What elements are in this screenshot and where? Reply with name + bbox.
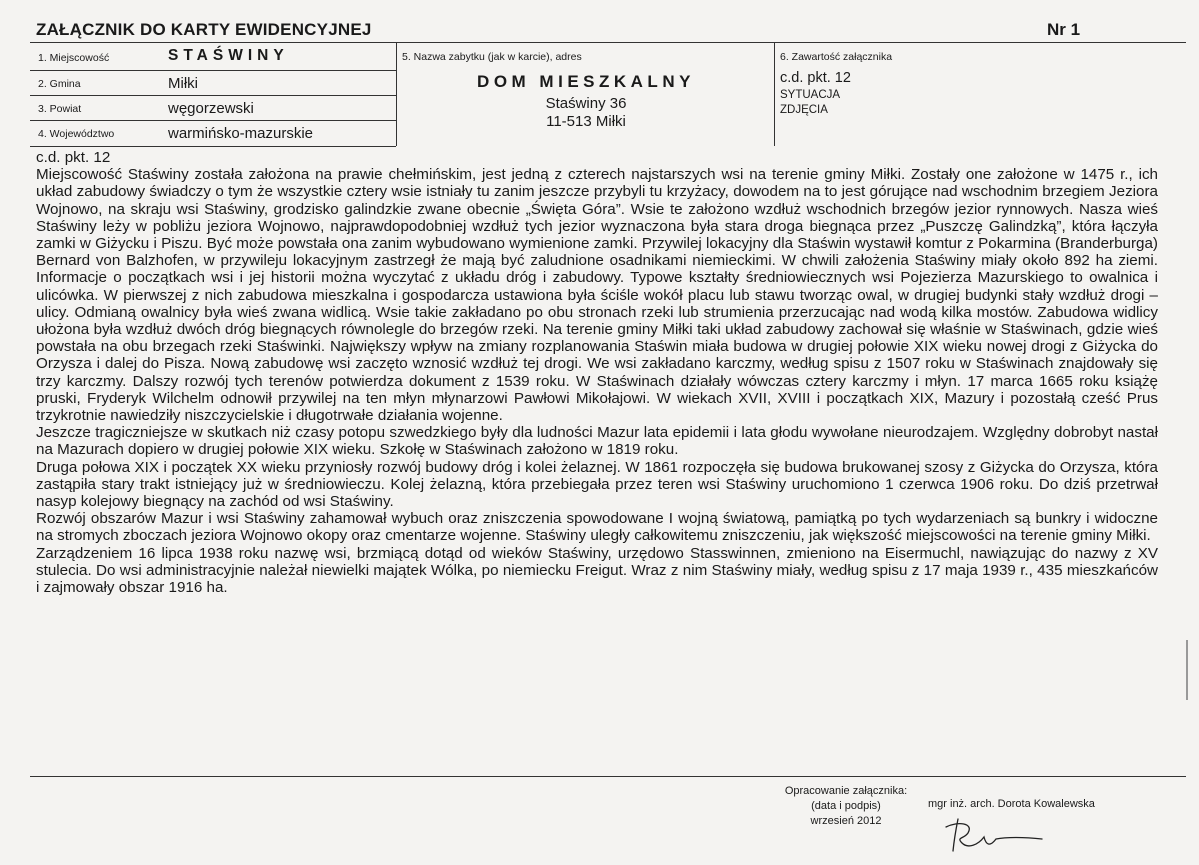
voivodeship-value: warmińsko-mazurskie <box>168 125 314 142</box>
fields-bottom-rule <box>30 146 396 147</box>
description-paragraph: Zarządzeniem 16 lipca 1938 roku nazwę wsi, brzmiącą dotąd od wieków Staświny, urzędowo Stasswinnen, zmieniono na Eisermuchl, nawiązując do nazwy z XV stulecia. Do wsi administracyjnie należał niewielki majątek Wólka, po niemiecku Freigut. Wraz z nim Staświny miały, według spisu z 17 maja 1939 r., 435 mieszkańców i zajmowały obszar 1916 ha. <box>36 544 1158 597</box>
date-sign-label: (data i podpis) <box>811 800 881 812</box>
description-paragraph: Miejscowość Staświny została założona na prawie chełmińskim, jest jedną z czterech najstarszych wsi na terenie gminy Miłki. Zostały one założone w 1475 r., ich układ zabudowy świadczy o tym że wszystkie cztery wsie istniały tu zanim jeszcze przybyli tu krzyżacy, dowodem na to jest górujące nad wschodnim brzegiem Jeziora Wojnowo, na skraju wsi Staświny, grodzisko galindzkie zwane obecnie „Święta Góra”. Wsie te założono wzdłuż wschodnich brzegów jezior rynnowych. Nasza wieś Staświny leży w pobliżu jeziora Wojnowo, najprawdopodobniej wzdłuż tych jezior wyznaczona była stara droga biegnąca przez „Puszczę Galindzką”, która łączyła zamki w Giżycku i Piszu. Być może powstała ona zanim wybudowano wymienione zamki. Przywilej lokacyjny dla Staświn wystawił komtur z Pokarmina (Branderburga) Bernard von Balzhofen, w przywileju lokacyjnym zastrzegł że mają być zaludnione osadnikami niemieckimi. W chwili założenia Staświny miały około 892 ha ziemi. Informacje o początkach wsi i jej historii można wyczytać z układu dróg i zabudowy. Typowe kształty średniowiecznych wsi Pojezierza Mazurskiego to owalnica i ulicówka. W pierwszej z nich zabudowa mieszkalna i gospodarcza ustawiona była ściśle wokół placu lub stawu tworząc owal, w drugiej budynki stały wzdłuż drogi – ulicy. Odmianą owalnicy była wieś zwana widlicą. Wsie takie zakładano po obu stronach rzeki lub strumienia przerzucając nad wodą kilka mostów. Zabudowa widlicy ułożona była wzdłuż dwóch dróg biegnących równolegle do brzegów rzeki. Na terenie gminy Miłki taki układ zabudowy zachował się właśnie w Staświnach, gdzie wieś powstała na obu brzegach rzeki Staświnki. Największy wpływ na zmiany rozplanowania Staświn miała budowa w drugiej połowie XIX wieku nowej drogi z Giżycka do Orzysza i dalej do Pisza. Nową zabudowę wsi zaczęto wznosić wzdłuż tej drogi. We wsi zakładano karczmy, według spisu z 1507 roku w Staświnach znajdowały się trzy karczmy. Dalszy rozwój tych terenów potwierdza dokument z 1539 roku. W Staświnach działały wówczas cztery karczmy i młyn. 17 marca 1665 roku książę pruski, Fryderyk Wilchelm odnowił przywilej na ten młyn młynarzowi Pawłowi Mikołajowi. W wiekach XVII, XVIII i początkach XIX, Mazury i pozostałą cześć Prus trzykrotnie nawiedziły niszczycielskie i długotrwałe działania wojenne. <box>36 166 1158 425</box>
header-rule <box>30 42 1186 43</box>
field-row-rule <box>30 120 396 121</box>
description-paragraph: Rozwój obszarów Mazur i wsi Staświny zahamował wybuch oraz zniszczenia spowodowane I wojną światową, pamiątką po tych wydarzeniach są bunkry i widoczne na stromych zboczach jeziora Wojnowo okopy oraz cmentarze wojenne. Staświny uległy całkowitemu zniszczeniu, jak większość miejscowości na terenie gminy Miłki. <box>36 510 1158 545</box>
field-row-rule <box>30 70 396 71</box>
description-body <box>36 149 1158 596</box>
attachment-label: 6. Zawartość załącznika <box>780 51 893 63</box>
county-value: węgorzewski <box>168 100 254 117</box>
prepared-date: wrzesień 2012 <box>810 815 882 827</box>
commune-label: 2. Gmina <box>38 78 81 90</box>
voivodeship-label: 4. Województwo <box>38 128 115 140</box>
attachment-line3: ZDJĘCIA <box>780 104 828 116</box>
handwritten-signature <box>938 815 1048 855</box>
form-number: Nr 1 <box>1047 20 1081 39</box>
object-address-line1: Staświny 36 <box>545 95 627 112</box>
form-title: ZAŁĄCZNIK DO KARTY EWIDENCYJNEJ <box>36 20 372 39</box>
description-heading: c.d. pkt. 12 <box>36 149 111 166</box>
object-label: 5. Nazwa zabytku (jak w karcie), adres <box>402 51 582 63</box>
object-name: DOM MIESZKALNY <box>477 72 695 91</box>
prepared-label: Opracowanie załącznika: <box>784 785 908 797</box>
author-name: mgr inż. arch. Dorota Kowalewska <box>928 798 1095 810</box>
page-edge-mark <box>1186 640 1188 700</box>
county-label: 3. Powiat <box>38 103 82 115</box>
object-address-line2: 11-513 Miłki <box>546 113 626 130</box>
commune-value: Miłki <box>168 75 198 92</box>
description-paragraph: Jeszcze tragiczniejsze w skutkach niż czasy potopu szwedzkiego były dla ludności Mazur lata epidemii i lata głodu wywołane nieurodzajem. Względny dobrobyt nastał na Mazurach dopiero w drugiej połowie XIX wieku. Szkołę w Staświnach założono w 1819 roku. <box>36 424 1158 459</box>
field-row-rule <box>30 95 396 96</box>
locality-label: 1. Miejscowość <box>38 52 110 64</box>
field-divider-left <box>396 43 397 146</box>
locality-value: STAŚWINY <box>168 47 289 64</box>
attachment-line1: c.d. pkt. 12 <box>780 70 851 86</box>
footer-rule <box>30 776 1186 777</box>
field-divider-right <box>774 43 775 146</box>
attachment-line2: SYTUACJA <box>780 89 841 101</box>
description-paragraph: Druga połowa XIX i początek XX wieku przyniosły rozwój budowy dróg i kolei żelaznej. W 1861 rozpoczęła się budowa brukowanej szosy z Giżycka do Orzysza, która zastąpiła stary trakt istniejący już w średniowieczu. Kolej żelazną, która przebiegała przez teren wsi Staświny uruchomiono 1 czerwca 1906 roku. Do dziś przetrwał nasyp kolejowy biegnący na zachód od wsi Staświny. <box>36 458 1158 511</box>
